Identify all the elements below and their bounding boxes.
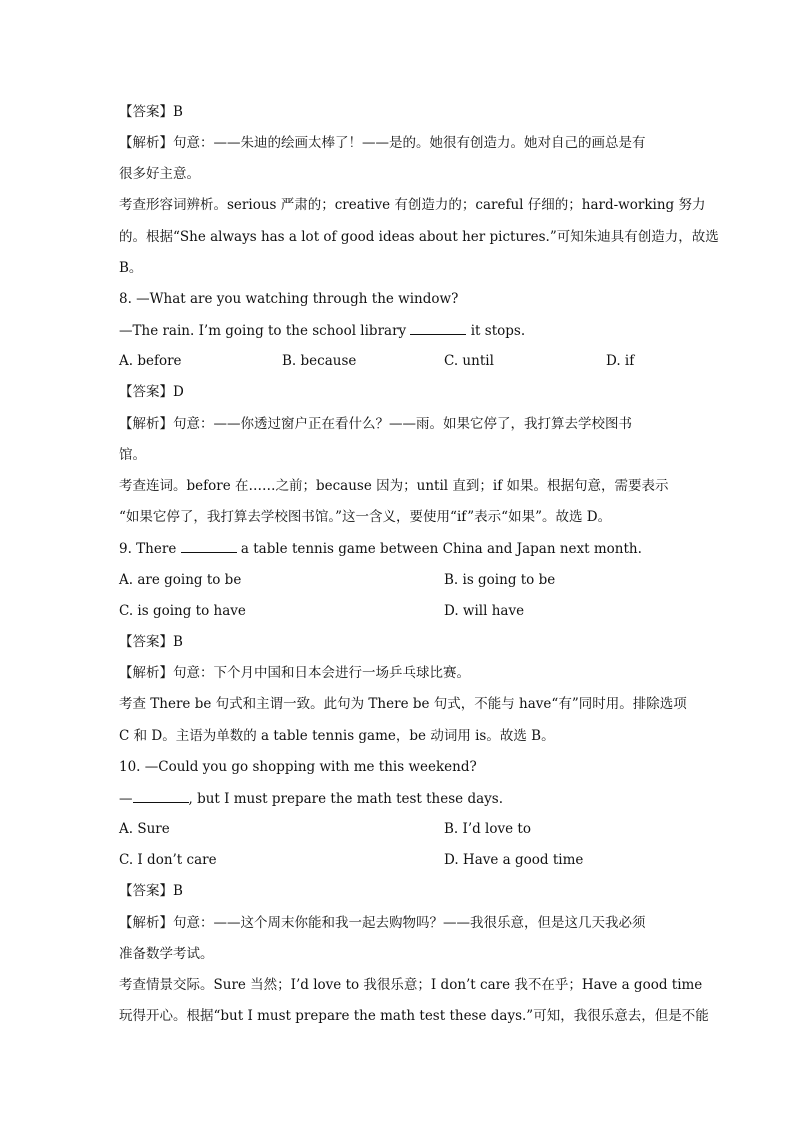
option-a: A. before [119,353,182,369]
analysis-text: 【解析】句意：——朱迪的绘画太棒了！——是的。她很有创造力。她对自己的画总是有 [119,135,646,151]
analysis-text: 准备数学考试。 [119,946,214,962]
option-a: A. are going to be [119,572,242,588]
answer-blank [133,788,189,803]
question-10-stem: 10. —Could you go shopping with me this weekend? [119,759,477,775]
explanation-text: 考查 There be 句式和主谓一致。此句为 There be 句式，不能与 have“有”同时用。排除选项 [119,696,687,712]
analysis-text: 【解析】句意：——这个周末你能和我一起去购物吗？——我很乐意，但是这几天我必须 [119,915,646,931]
answer-label: 【答案】B [119,883,183,899]
answer-blank [410,320,466,335]
option-b: B. I’d love to [444,821,531,837]
explanation-text: B。 [119,260,143,276]
explanation-text: 考查形容词辨析。serious 严肃的；creative 有创造力的；careful 仔细的；hard-working 努力 [119,197,706,213]
option-c: C. is going to have [119,603,246,619]
answer-label: 【答案】D [119,384,184,400]
option-c: C. until [444,353,494,369]
option-a: A. Sure [119,821,170,837]
explanation-text: 考查连词。before 在……之前；because 因为；until 直到；if 如果。根据句意，需要表示 [119,478,669,494]
answer-label: 【答案】B [119,104,183,120]
analysis-text: 【解析】句意：下个月中国和日本会进行一场乒乓球比赛。 [119,665,470,681]
question-8-dialogue: —The rain. I’m going to the school library it stops. [119,320,525,341]
option-b: B. is going to be [444,572,556,588]
explanation-text: 的。根据“She always has a lot of good ideas about her pictures.”可知朱迪具有创造力，故选 [119,229,719,245]
explanation-text: “如果它停了，我打算去学校图书馆。”这一含义，要使用“if”表示“如果”。故选 D。 [119,509,612,525]
option-d: D. will have [444,603,525,619]
explanation-text: 考查情景交际。Sure 当然；I’d love to 我很乐意；I don’t care 我不在乎；Have a good time [119,977,703,993]
option-d: D. if [606,353,635,369]
answer-label: 【答案】B [119,634,183,650]
analysis-text: 很多好主意。 [119,166,200,182]
option-b: B. because [282,353,357,369]
analysis-text: 【解析】句意：——你透过窗户正在看什么？——雨。如果它停了，我打算去学校图书 [119,416,632,432]
answer-blank [181,538,237,553]
option-c: C. I don’t care [119,852,217,868]
explanation-text: 玩得开心。根据“but I must prepare the math test these days.”可知，我很乐意去，但是不能 [119,1008,709,1024]
explanation-text: C 和 D。主语为单数的 a table tennis game，be 动词用 is。故选 B。 [119,728,555,744]
question-9-stem: 9. There a table tennis game between China and Japan next month. [119,538,642,559]
question-8-stem: 8. —What are you watching through the window? [119,291,459,307]
analysis-text: 馆。 [119,447,146,463]
question-10-dialogue: — , but I must prepare the math test these days. [119,788,503,809]
option-d: D. Have a good time [444,852,584,868]
